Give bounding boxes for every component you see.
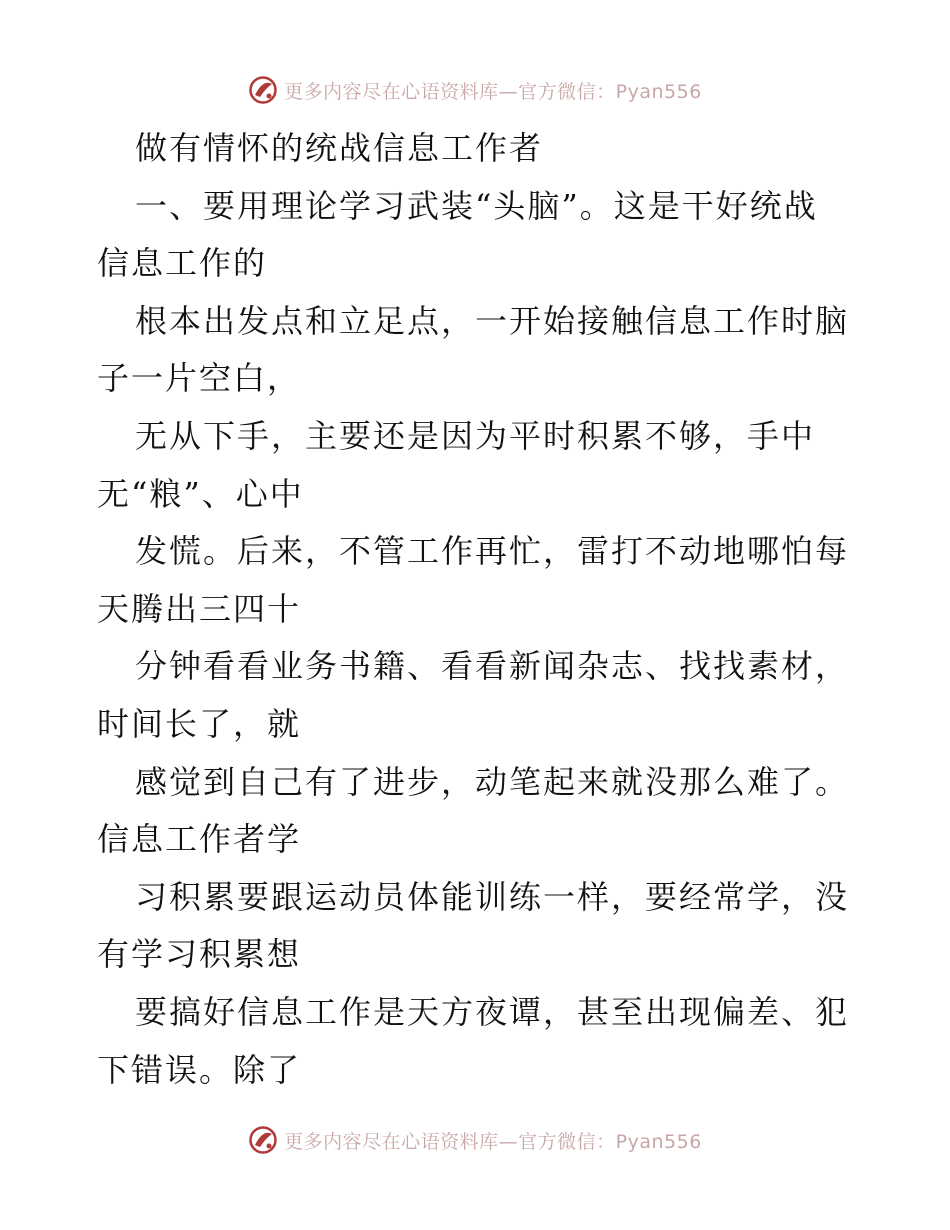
header-watermark-banner (0, 70, 950, 110)
text-line: 信息工作的 (97, 244, 268, 283)
text-line: 下错误。除了 (97, 1050, 302, 1089)
text-line: 发慌。后来，不管工作再忙，雷打不动地哪怕每 (135, 532, 850, 571)
text-line: 子一片空白， (97, 359, 302, 398)
text-line: 要搞好信息工作是天方夜谭，甚至出现偏差、犯 (135, 992, 850, 1031)
footer-watermark-text: 更多内容尽在心语资料库—官方微信：Pyan556 (284, 1130, 702, 1153)
footer-watermark-banner (0, 1120, 950, 1160)
text-line: 做有情怀的统战信息工作者 (135, 129, 544, 167)
text-line: 分钟看看业务书籍、看看新闻杂志、找找素材， (135, 647, 850, 686)
text-line: 一、要用理论学习武装“头脑”。这是干好统战 (135, 186, 818, 225)
text-line: 习积累要跟运动员体能训练一样，要经常学，没 (135, 877, 850, 916)
text-line: 感觉到自己有了进步，动笔起来就没那么难了。 (135, 762, 850, 801)
text-line: 天腾出三四十 (97, 589, 302, 628)
document-body (97, 120, 857, 1099)
text-line: 信息工作者学 (97, 820, 302, 859)
text-line: 无从下手，主要还是因为平时积累不够，手中 (135, 416, 816, 455)
text-line: 根本出发点和立足点，一开始接触信息工作时脑 (135, 301, 850, 340)
text-line: 无“粮”、心中 (97, 474, 304, 513)
brand-logo-icon (248, 75, 278, 105)
header-watermark-text: 更多内容尽在心语资料库—官方微信：Pyan556 (284, 80, 702, 103)
text-line: 有学习积累想 (97, 935, 302, 974)
text-line: 时间长了，就 (97, 704, 302, 743)
brand-logo-icon (248, 1125, 278, 1155)
